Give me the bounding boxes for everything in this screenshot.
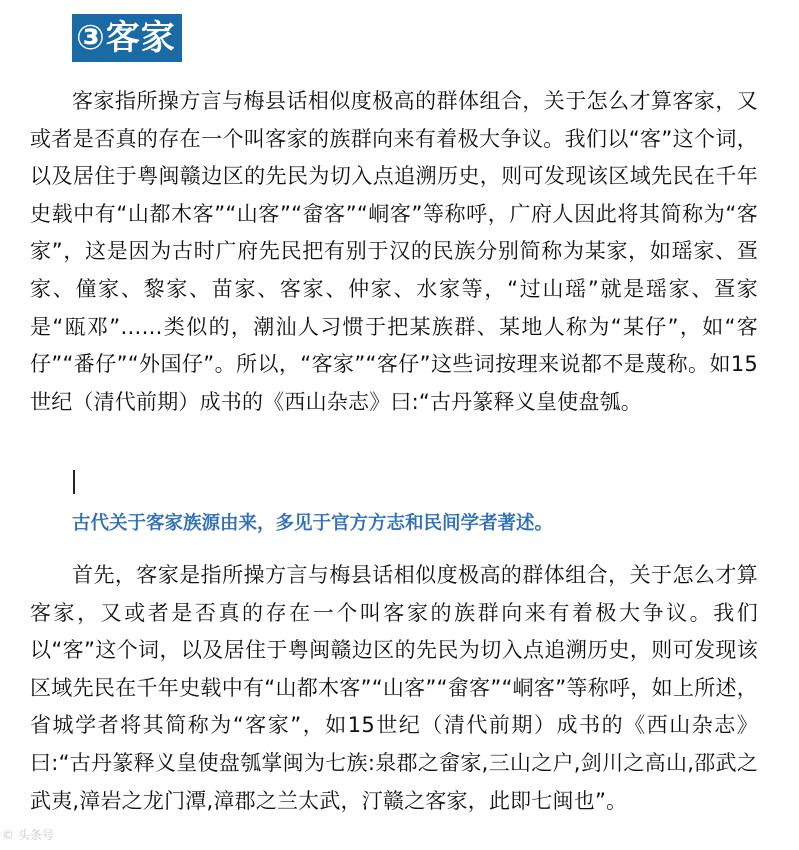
watermark: © 头条号 [2, 828, 54, 842]
section-heading-title: 客家 [105, 18, 176, 58]
body-paragraph-2: 首先，客家是指所操方言与梅县话相似度极高的群体组合，关于怎么才算客家，又或者是否真的存在一个叫客家的族群向来有着极大争议。我们以“客”这个词，以及居住于粤闽赣边区的先民为切入点追溯历史，则可发现该区域先民在千年史载中有“山都木客”“山客”“畲客”“峒客”等称呼，如上所述，省城学者将其简称为“客家”，如15世纪（清代前期）成书的《西山杂志》曰:“古丹篆释义皇使盘瓠掌闽为七族:泉郡之畲家,三山之户,剑川之高山,邵武之武夷,漳岩之龙门潭,漳郡之兰太武，汀赣之客家，此即七闽也”。 [30, 563, 758, 813]
circled-number-marker: ③ [76, 18, 106, 58]
text-cursor [73, 470, 75, 494]
section-heading [72, 14, 182, 62]
body-paragraph-1: 客家指所操方言与梅县话相似度极高的群体组合，关于怎么才算客家，又或者是否真的存在一个叫客家的族群向来有着极大争议。我们以“客”这个词，以及居住于粤闽赣边区的先民为切入点追溯历史，则可发现该区域先民在千年史载中有“山都木客”“山客”“畲客”“峒客”等称呼，广府人因此将其简称为“客家”，这是因为古时广府先民把有别于汉的民族分别简称为某家，如瑶家、疍家、僮家、黎家、苗家、客家、仲家、水家等，“过山瑶”就是瑶家、疍家是“瓯邓”……类似的，潮汕人习惯于把某族群、某地人称为“某仔”，如“客仔”“番仔”“外国仔”。所以，“客家”“客仔”这些词按理来说都不是蔑称。如15世纪（清代前期）成书的《西山杂志》曰:“古丹篆释义皇使盘瓠。 [30, 89, 758, 414]
highlight-callout: 古代关于客家族源由来，多见于官方方志和民间学者著述。 [72, 513, 554, 534]
